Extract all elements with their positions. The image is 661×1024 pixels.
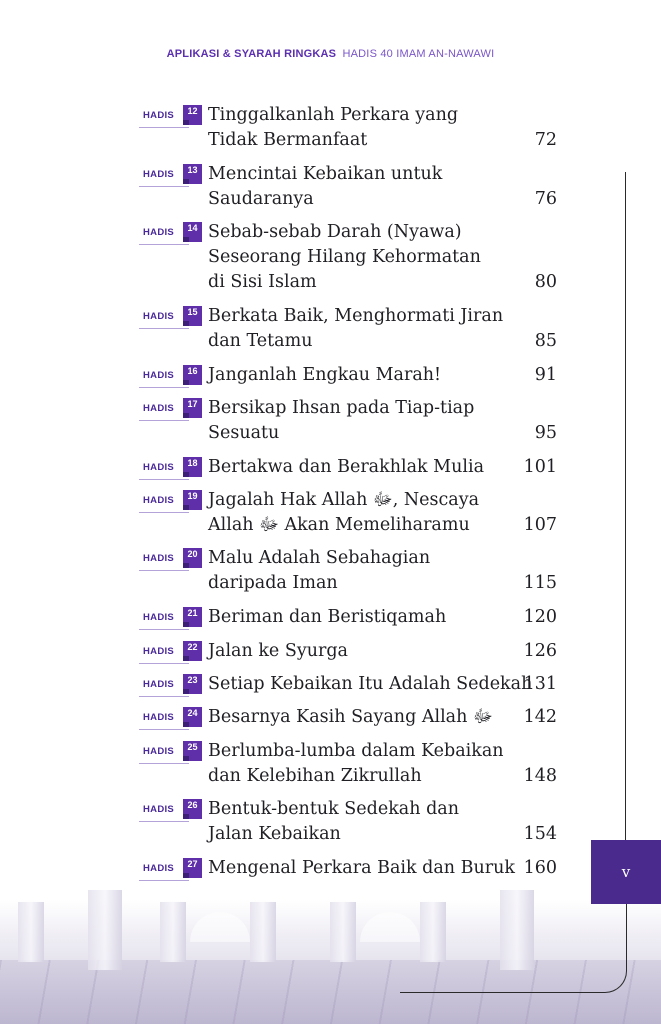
badge-fold [183, 722, 189, 727]
hadis-label: HADIS [143, 646, 175, 657]
entry-page-number: 154 [523, 824, 557, 844]
hadis-underline [139, 663, 189, 664]
hadis-label: HADIS [143, 403, 175, 414]
entry-title-line: dan Kelebihan Zikrullah [208, 766, 422, 786]
hadis-number: 21 [187, 608, 198, 618]
entry-title-line: Bertakwa dan Berakhlak Mulia [208, 457, 485, 477]
entry-page-number: 80 [534, 272, 557, 292]
hadis-number: 22 [187, 642, 198, 652]
hadis-label: HADIS [143, 612, 175, 623]
hadis-underline [139, 729, 189, 730]
entry-page-number: 142 [523, 707, 557, 727]
hadis-number: 16 [187, 366, 198, 376]
hadis-label: HADIS [143, 169, 175, 180]
hadis-label: HADIS [143, 804, 175, 815]
entry-page-number: 120 [523, 607, 557, 627]
hadis-label: HADIS [143, 462, 175, 473]
badge-fold [183, 321, 189, 326]
badge-fold [183, 413, 189, 418]
entry-title-line: Malu Adalah Sebahagian [208, 548, 431, 568]
margin-rule [625, 172, 626, 840]
entry-title-line: Saudaranya [208, 189, 314, 209]
hadis-number: 27 [187, 859, 198, 869]
hadis-underline [139, 186, 189, 187]
hadis-underline [139, 127, 189, 128]
hadis-number: 13 [187, 165, 198, 175]
hadis-number: 14 [187, 223, 198, 233]
badge-fold [183, 622, 189, 627]
hadis-number: 17 [187, 399, 198, 409]
badge-fold [183, 237, 189, 242]
entry-page-number: 85 [534, 331, 557, 351]
hadis-number: 25 [187, 742, 198, 752]
hadis-underline [139, 880, 189, 881]
entry-title [208, 797, 520, 847]
badge-fold [183, 689, 189, 694]
entry-page-number: 107 [523, 515, 557, 535]
entry-title [208, 739, 520, 789]
running-header-bold: APLIKASI & SYARAH RINGKAS [166, 48, 337, 60]
hadis-underline [139, 763, 189, 764]
badge-fold [183, 756, 189, 761]
hadis-underline [139, 570, 189, 571]
hadis-number: 18 [187, 458, 198, 468]
entry-title [208, 220, 520, 295]
entry-title-line: Tinggalkanlah Perkara yang [208, 105, 459, 125]
hadis-underline [139, 328, 189, 329]
entry-title-line: Sebab-sebab Darah (Nyawa) [208, 222, 462, 242]
entry-page-number: 101 [523, 457, 557, 477]
hadis-label: HADIS [143, 553, 175, 564]
hadis-label: HADIS [143, 110, 175, 121]
entry-title-line: Berlumba-lumba dalam Kebaikan [208, 741, 504, 761]
hadis-underline [139, 512, 189, 513]
running-header-light: HADIS 40 IMAM AN-NAWAWI [342, 48, 495, 60]
entry-title [208, 856, 520, 881]
entry-page-number: 76 [534, 189, 557, 209]
hadis-label: HADIS [143, 712, 175, 723]
entry-title-line: Sesuatu [208, 423, 280, 443]
entry-page-number: 126 [523, 641, 557, 661]
entry-page-number: 115 [523, 573, 557, 593]
entry-title-line: Jagalah Hak Allah ﷻ, Nescaya [208, 490, 480, 510]
badge-fold [183, 120, 189, 125]
entry-title-line: Allah ﷻ Akan Memeliharamu [208, 515, 470, 535]
hadis-number: 20 [187, 549, 198, 559]
entry-title [208, 103, 520, 153]
badge-fold [183, 472, 189, 477]
entry-title [208, 546, 520, 596]
hadis-underline [139, 387, 189, 388]
badge-fold [183, 814, 189, 819]
hadis-underline [139, 420, 189, 421]
hadis-underline [139, 244, 189, 245]
entry-page-number: 95 [534, 423, 557, 443]
hadis-underline [139, 696, 189, 697]
entry-title-line: Beriman dan Beristiqamah [208, 607, 447, 627]
entry-title-line: Bentuk-bentuk Sedekah dan [208, 799, 459, 819]
badge-fold [183, 873, 189, 878]
entry-title-line: Janganlah Engkau Marah! [208, 365, 442, 385]
entry-title [208, 304, 520, 354]
entry-title-line: dan Tetamu [208, 331, 313, 351]
entry-title [208, 162, 520, 212]
hadis-label: HADIS [143, 311, 175, 322]
entry-title-line: Tidak Bermanfaat [208, 130, 368, 150]
entry-title [208, 363, 520, 388]
entry-title [208, 488, 520, 538]
entry-page-number: 72 [534, 130, 557, 150]
hadis-number: 12 [187, 106, 198, 116]
badge-fold [183, 179, 189, 184]
entry-title-line: Mengenal Perkara Baik dan Buruk [208, 858, 515, 878]
entry-title [208, 705, 520, 730]
hadis-underline [139, 479, 189, 480]
hadis-label: HADIS [143, 227, 175, 238]
entry-title-line: Bersikap Ihsan pada Tiap-tiap [208, 398, 475, 418]
entry-title-line: Setiap Kebaikan Itu Adalah Sedekah [208, 674, 533, 694]
hadis-number: 23 [187, 675, 198, 685]
hadis-label: HADIS [143, 370, 175, 381]
hadis-number: 15 [187, 307, 198, 317]
entry-title-line: di Sisi Islam [208, 272, 317, 292]
badge-fold [183, 380, 189, 385]
entry-title-line: Berkata Baik, Menghormati Jiran [208, 306, 504, 326]
hadis-number: 19 [187, 491, 198, 501]
entry-title-line: Mencintai Kebaikan untuk [208, 164, 443, 184]
hadis-label: HADIS [143, 495, 175, 506]
margin-curve [400, 904, 627, 993]
entry-title-line: Jalan Kebaikan [208, 824, 341, 844]
entry-title-line: Seseorang Hilang Kehormatan [208, 247, 481, 267]
hadis-underline [139, 629, 189, 630]
entry-title [208, 672, 533, 697]
badge-fold [183, 563, 189, 568]
page-number-tab [591, 840, 661, 904]
entry-title-line: Jalan ke Syurga [208, 641, 348, 661]
entry-title-line: Besarnya Kasih Sayang Allah ﷻ [208, 707, 493, 727]
entry-title [208, 455, 520, 480]
hadis-label: HADIS [143, 746, 175, 757]
entry-page-number: 91 [534, 365, 557, 385]
entry-page-number: 160 [523, 858, 557, 878]
hadis-label: HADIS [143, 679, 175, 690]
entry-page-number: 131 [523, 674, 557, 694]
badge-fold [183, 656, 189, 661]
entry-title [208, 605, 520, 630]
entry-title-line: daripada Iman [208, 573, 338, 593]
badge-fold [183, 505, 189, 510]
entry-title [208, 639, 520, 664]
entry-page-number: 148 [523, 766, 557, 786]
hadis-label: HADIS [143, 863, 175, 874]
hadis-number: 26 [187, 800, 198, 810]
entry-title [208, 396, 520, 446]
hadis-underline [139, 821, 189, 822]
hadis-number: 24 [187, 708, 198, 718]
page-number-label: v [621, 863, 631, 881]
